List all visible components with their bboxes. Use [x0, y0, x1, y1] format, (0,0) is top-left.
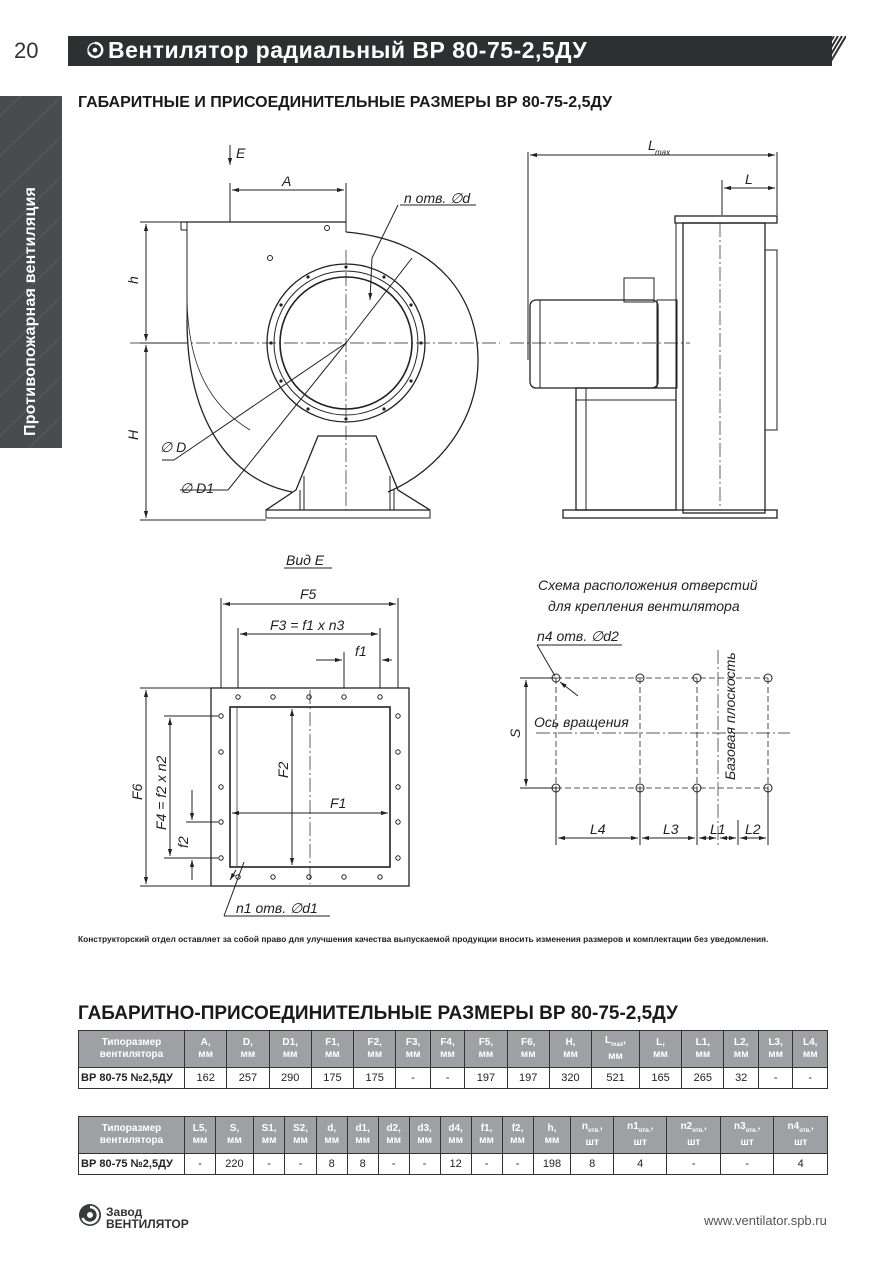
- label-axis: Ось вращения: [534, 714, 629, 730]
- page-title: Вентилятор радиальный ВР 80-75-2,5ДУ: [108, 37, 588, 63]
- company-logo-text: [106, 1206, 189, 1230]
- label-h-big: H: [125, 429, 141, 440]
- column-header-symbol: d3,: [417, 1123, 432, 1134]
- column-header-unit: шт: [585, 1137, 599, 1148]
- column-header-symbol: D1,: [282, 1037, 298, 1048]
- column-header-unit: мм: [479, 1135, 494, 1146]
- section-title-table: ГАБАРИТНО-ПРИСОЕДИНИТЕЛЬНЫЕ РАЗМЕРЫ ВР 80-75-2,5ДУ: [78, 1003, 678, 1024]
- column-header-subscript: отв.: [799, 1128, 812, 1134]
- column-header-unit: мм: [440, 1049, 455, 1060]
- table-cell: 521: [592, 1068, 640, 1089]
- column-header-symbol: f2,: [511, 1123, 524, 1134]
- column-header-symbol: d2,: [386, 1123, 401, 1134]
- column-header-symbol: h,: [547, 1123, 557, 1134]
- table-cell: 197: [507, 1068, 549, 1089]
- column-header-unit: мм: [417, 1135, 433, 1146]
- label-l1: L1: [710, 821, 726, 837]
- label-f4: F4 = f2 x n2: [153, 755, 169, 830]
- label-f6: F6: [129, 783, 145, 800]
- column-header: [571, 1117, 614, 1154]
- column-header: [614, 1117, 667, 1154]
- table-cell: 8: [316, 1154, 347, 1175]
- column-header-unit: мм: [261, 1135, 277, 1146]
- column-header-symbol: n1: [627, 1121, 639, 1132]
- column-header-symbol: S2,: [293, 1123, 309, 1134]
- column-header-unit: мм: [192, 1135, 208, 1146]
- table-cell: -: [378, 1154, 409, 1175]
- column-header-subscript: отв.: [588, 1128, 600, 1134]
- column-header-suffix: ,: [811, 1121, 814, 1132]
- table-cell: 4: [614, 1154, 667, 1175]
- table-header-row: [79, 1031, 828, 1068]
- column-header-symbol: L5,: [192, 1123, 208, 1134]
- label-lmax: L: [648, 137, 656, 153]
- column-header: [774, 1117, 828, 1154]
- section-title-dimensions: ГАБАРИТНЫЕ И ПРИСОЕДИНИТЕЛЬНЫЕ РАЗМЕРЫ ВР 80-75-2,5ДУ: [78, 94, 613, 111]
- label-n4: n4 отв. ∅d2: [537, 628, 619, 644]
- column-header-unit: мм: [227, 1135, 242, 1146]
- column-header-unit: мм: [355, 1135, 371, 1146]
- label-f5: F5: [300, 586, 317, 602]
- table-header-row: [79, 1117, 828, 1154]
- column-header: [378, 1117, 409, 1154]
- column-header: [471, 1117, 502, 1154]
- column-header-unit: шт: [794, 1137, 808, 1148]
- table-cell: 162: [185, 1068, 227, 1089]
- column-header-symbol: A,: [200, 1037, 211, 1048]
- column-header-symbol: d4,: [448, 1123, 463, 1134]
- column-header: [720, 1117, 773, 1154]
- column-header: [253, 1117, 284, 1154]
- mounting-scheme-drawing: [520, 645, 790, 845]
- label-l4: L4: [590, 821, 606, 837]
- side-view-drawing: [510, 152, 777, 518]
- label-n1: n1 отв. ∅d1: [236, 900, 318, 916]
- label-base: Базовая плоскость: [722, 652, 738, 780]
- table-cell: 8: [571, 1154, 614, 1175]
- column-header: [227, 1031, 269, 1068]
- column-header-symbol: n: [581, 1121, 588, 1132]
- column-header-unit: мм: [282, 1049, 298, 1060]
- label-scheme-2: для крепления вентилятора: [548, 598, 740, 614]
- column-header-symbol: H,: [565, 1037, 576, 1048]
- column-header-symbol: S,: [229, 1123, 240, 1134]
- model-cell: ВР 80-75 №2,5ДУ: [79, 1154, 185, 1175]
- label-lmax-sub: max: [655, 148, 671, 157]
- model-header-cell: [79, 1031, 185, 1068]
- column-header: [533, 1117, 571, 1154]
- column-header-subscript: отв.: [638, 1128, 651, 1134]
- table-cell: 320: [549, 1068, 591, 1089]
- company-logo-icon: [78, 1203, 102, 1227]
- table-cell: -: [253, 1154, 284, 1175]
- column-header: [440, 1117, 471, 1154]
- column-header-suffix: ,: [650, 1121, 654, 1132]
- column-header-unit: мм: [240, 1049, 256, 1060]
- label-l3: L3: [663, 821, 679, 837]
- label-e: E: [236, 145, 246, 161]
- column-header-unit: мм: [544, 1135, 560, 1146]
- column-header-symbol: n3: [734, 1121, 746, 1132]
- column-header-unit: шт: [687, 1137, 701, 1148]
- column-header: [347, 1117, 378, 1154]
- model-header-cell: [79, 1117, 185, 1154]
- column-header-unit: мм: [405, 1049, 421, 1060]
- column-header-symbol: L4,: [802, 1037, 818, 1048]
- column-header-suffix: ,: [623, 1035, 626, 1046]
- view-e-bolt-holes: [219, 695, 400, 879]
- column-header-symbol: d,: [327, 1123, 337, 1134]
- table-cell: 175: [311, 1068, 353, 1089]
- column-header: [592, 1031, 640, 1068]
- column-header: [502, 1117, 533, 1154]
- column-header: [354, 1031, 396, 1068]
- label-l: L: [745, 171, 753, 187]
- column-header-unit: мм: [563, 1049, 578, 1060]
- table-cell: 175: [354, 1068, 396, 1089]
- column-header: [316, 1117, 347, 1154]
- label-f3: F3 = f1 x n3: [270, 617, 345, 633]
- logo-line-1: Завод: [106, 1205, 143, 1219]
- table-cell: -: [285, 1154, 316, 1175]
- column-header-unit: мм: [733, 1049, 749, 1060]
- column-header-symbol: n2: [680, 1121, 693, 1132]
- column-header-unit: мм: [448, 1135, 463, 1146]
- table-cell: -: [758, 1068, 792, 1089]
- model-cell: ВР 80-75 №2,5ДУ: [79, 1068, 185, 1089]
- label-scheme-1: Схема расположения отверстий: [538, 577, 758, 593]
- label-f1-big: F1: [330, 795, 347, 811]
- column-header-suffix: ,: [757, 1121, 761, 1132]
- column-header-symbol: S1,: [261, 1123, 277, 1134]
- column-header: [215, 1117, 253, 1154]
- model-header-line2: вентилятора: [99, 1049, 164, 1060]
- label-f2-small: f2: [175, 836, 191, 848]
- column-header: [549, 1031, 591, 1068]
- table-cell: -: [185, 1154, 216, 1175]
- table-cell: 265: [682, 1068, 724, 1089]
- column-header-symbol: f1,: [480, 1123, 493, 1134]
- column-header-unit: шт: [740, 1137, 754, 1148]
- table-cell: -: [396, 1068, 430, 1089]
- table-cell: -: [502, 1154, 533, 1175]
- website-link[interactable]: www.ventilator.spb.ru: [704, 1213, 827, 1228]
- column-header-unit: мм: [386, 1135, 402, 1146]
- column-header-unit: мм: [324, 1135, 340, 1146]
- table-cell: -: [667, 1154, 720, 1175]
- column-header-unit: мм: [608, 1051, 623, 1062]
- table-row: [79, 1068, 828, 1089]
- column-header-unit: мм: [695, 1049, 711, 1060]
- logo-line-2: ВЕНТИЛЯТОР: [106, 1217, 189, 1231]
- column-header-symbol: L,: [656, 1037, 665, 1048]
- column-header-unit: мм: [325, 1049, 340, 1060]
- column-header: [269, 1031, 311, 1068]
- table-cell: -: [471, 1154, 502, 1175]
- table-cell: 220: [215, 1154, 253, 1175]
- column-header: [396, 1031, 430, 1068]
- label-d: ∅ D: [160, 439, 187, 455]
- column-header: [667, 1117, 720, 1154]
- column-header: [639, 1031, 681, 1068]
- column-header-symbol: F5,: [478, 1037, 494, 1048]
- column-header: [185, 1117, 216, 1154]
- column-header-symbol: L3,: [768, 1037, 783, 1048]
- label-h-small: h: [125, 276, 141, 284]
- column-header: [430, 1031, 464, 1068]
- column-header-unit: мм: [520, 1049, 536, 1060]
- table-cell: 32: [724, 1068, 758, 1089]
- column-header-symbol: F1,: [325, 1037, 340, 1048]
- column-header: [185, 1031, 227, 1068]
- table-cell: 198: [533, 1154, 571, 1175]
- column-header-unit: мм: [510, 1135, 525, 1146]
- column-header: [409, 1117, 440, 1154]
- column-header: [793, 1031, 828, 1068]
- column-header: [311, 1031, 353, 1068]
- side-tab-label: Противопожарная вентиляция: [22, 186, 39, 436]
- table-cell: 12: [440, 1154, 471, 1175]
- column-header-suffix: ,: [599, 1121, 603, 1132]
- column-header-symbol: d1,: [355, 1123, 370, 1134]
- column-header-symbol: F2,: [367, 1037, 382, 1048]
- column-header-unit: мм: [802, 1049, 818, 1060]
- column-header-symbol: F3,: [405, 1037, 421, 1048]
- column-header: [758, 1031, 792, 1068]
- label-f2-big: F2: [275, 761, 291, 778]
- model-header-line1: Типоразмер: [101, 1037, 162, 1048]
- column-header-unit: мм: [768, 1049, 784, 1060]
- column-header-unit: шт: [633, 1137, 647, 1148]
- column-header-symbol: L2,: [733, 1037, 749, 1048]
- table-row: [79, 1154, 828, 1175]
- column-header: [724, 1031, 758, 1068]
- label-f1-small: f1: [355, 643, 367, 659]
- page-number: 20: [14, 38, 39, 63]
- table-cell: 290: [269, 1068, 311, 1089]
- column-header-unit: мм: [198, 1049, 214, 1060]
- table-cell: 8: [347, 1154, 378, 1175]
- dimensions-table-1: [78, 1030, 828, 1089]
- column-header-subscript: отв.: [692, 1128, 705, 1134]
- column-header-unit: мм: [367, 1049, 383, 1060]
- column-header: [507, 1031, 549, 1068]
- column-header-symbol: D,: [242, 1037, 253, 1048]
- table-cell: -: [409, 1154, 440, 1175]
- table-cell: -: [793, 1068, 828, 1089]
- column-header: [465, 1031, 507, 1068]
- table-cell: 165: [639, 1068, 681, 1089]
- table-cell: -: [720, 1154, 773, 1175]
- dimensions-table-2: [78, 1116, 828, 1175]
- label-s: S: [507, 728, 523, 738]
- column-header-unit: мм: [293, 1135, 308, 1146]
- table-cell: 4: [774, 1154, 828, 1175]
- table-cell: 257: [227, 1068, 269, 1089]
- column-header: [682, 1031, 724, 1068]
- column-header-subscript: отв.: [745, 1128, 758, 1134]
- column-header-symbol: L: [605, 1035, 612, 1046]
- label-a: A: [282, 173, 292, 189]
- disclaimer: Конструкторский отдел оставляет за собой право для улучшения качества выпускаемой продукции вносить изменения размеров и комплектации без уведомления.: [78, 934, 769, 944]
- label-view-e: Вид E: [286, 552, 325, 568]
- table-cell: -: [430, 1068, 464, 1089]
- column-header-unit: мм: [478, 1049, 494, 1060]
- table-cell: 197: [465, 1068, 507, 1089]
- column-header-suffix: ,: [704, 1121, 707, 1132]
- label-l2: L2: [745, 821, 761, 837]
- column-header: [285, 1117, 316, 1154]
- column-header-subscript: max: [611, 1042, 624, 1048]
- model-header-line2: вентилятора: [99, 1135, 164, 1146]
- model-header-line1: Типоразмер: [101, 1123, 162, 1134]
- column-header-symbol: L1,: [695, 1037, 711, 1048]
- column-header-unit: мм: [653, 1049, 668, 1060]
- column-header-symbol: F4,: [440, 1037, 455, 1048]
- label-holes: n отв. ∅d: [404, 190, 471, 206]
- label-d1: ∅ D1: [180, 480, 214, 496]
- column-header-symbol: F6,: [520, 1037, 536, 1048]
- column-header-symbol: n4: [787, 1121, 800, 1132]
